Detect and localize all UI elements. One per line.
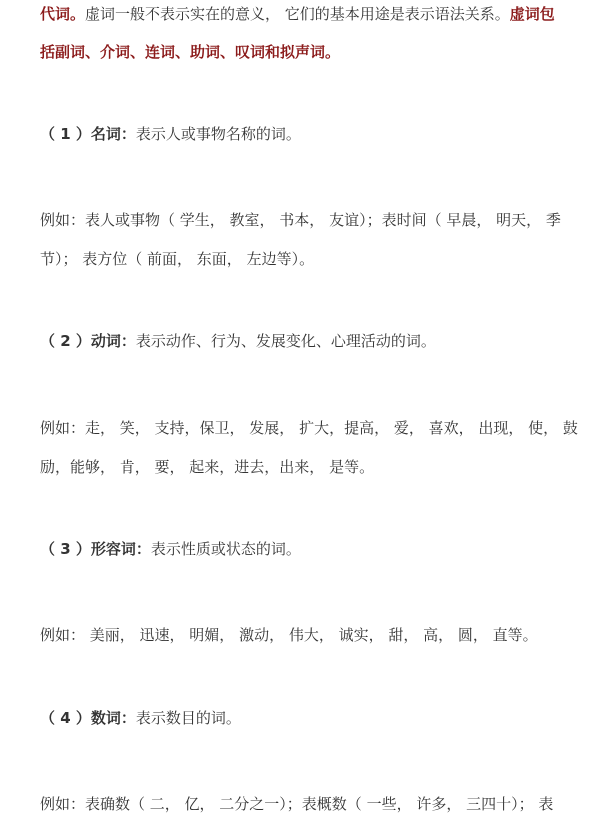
section-number: （ 4 ） — [40, 709, 91, 727]
example-line: 例如：表人或事物（ 学生， 教室， 书本， 友谊）；表时间（ 早晨， 明天， 季 — [40, 211, 561, 229]
intro-line-2: 括副词、介词、连词、助词、叹词和拟声词。 — [40, 43, 341, 61]
section-heading-numeral — [40, 708, 241, 728]
section-term: 名词： — [90, 125, 136, 143]
example-line: 例如：表确数（ 二， 亿， 二分之一）；表概数（ 一些， 许多， 三四十）； 表 — [40, 795, 554, 813]
section-definition: 表示数目的词。 — [135, 709, 241, 727]
intro-text: 虚词一般不表示实在的意义， 它们的基本用途是表示语法关系。 — [85, 5, 510, 23]
intro-line-1 — [40, 4, 555, 24]
intro-highlight-function-words: 虚词包 — [509, 5, 555, 23]
section-number: （ 1 ） — [40, 125, 91, 143]
section-definition: 表示人或事物名称的词。 — [135, 125, 301, 143]
example-line: 励，能够， 肯， 要， 起来，进去，出来， 是等。 — [40, 458, 375, 476]
section-heading-verb — [40, 331, 436, 351]
section-term: 形容词： — [90, 540, 151, 558]
section-number: （ 3 ） — [40, 540, 91, 558]
section-term: 动词： — [90, 332, 136, 350]
section-definition: 表示动作、行为、发展变化、心理活动的词。 — [135, 332, 436, 350]
section-heading-noun — [40, 124, 301, 144]
intro-highlight-pronoun: 代词。 — [40, 5, 86, 23]
section-heading-adjective — [40, 539, 301, 559]
example-line: 例如：走， 笑， 支持，保卫， 发展， 扩大，提高， 爱， 喜欢， 出现， 使， 鼓 — [40, 419, 578, 437]
section-number: （ 2 ） — [40, 332, 91, 350]
example-line: 例如： 美丽， 迅速， 明媚， 激动， 伟大， 诚实， 甜， 高， 圆， 直等。 — [40, 626, 538, 644]
section-definition: 表示性质或状态的词。 — [150, 540, 301, 558]
example-line: 节）； 表方位（ 前面， 东面， 左边等）。 — [40, 250, 315, 268]
section-term: 数词： — [90, 709, 136, 727]
